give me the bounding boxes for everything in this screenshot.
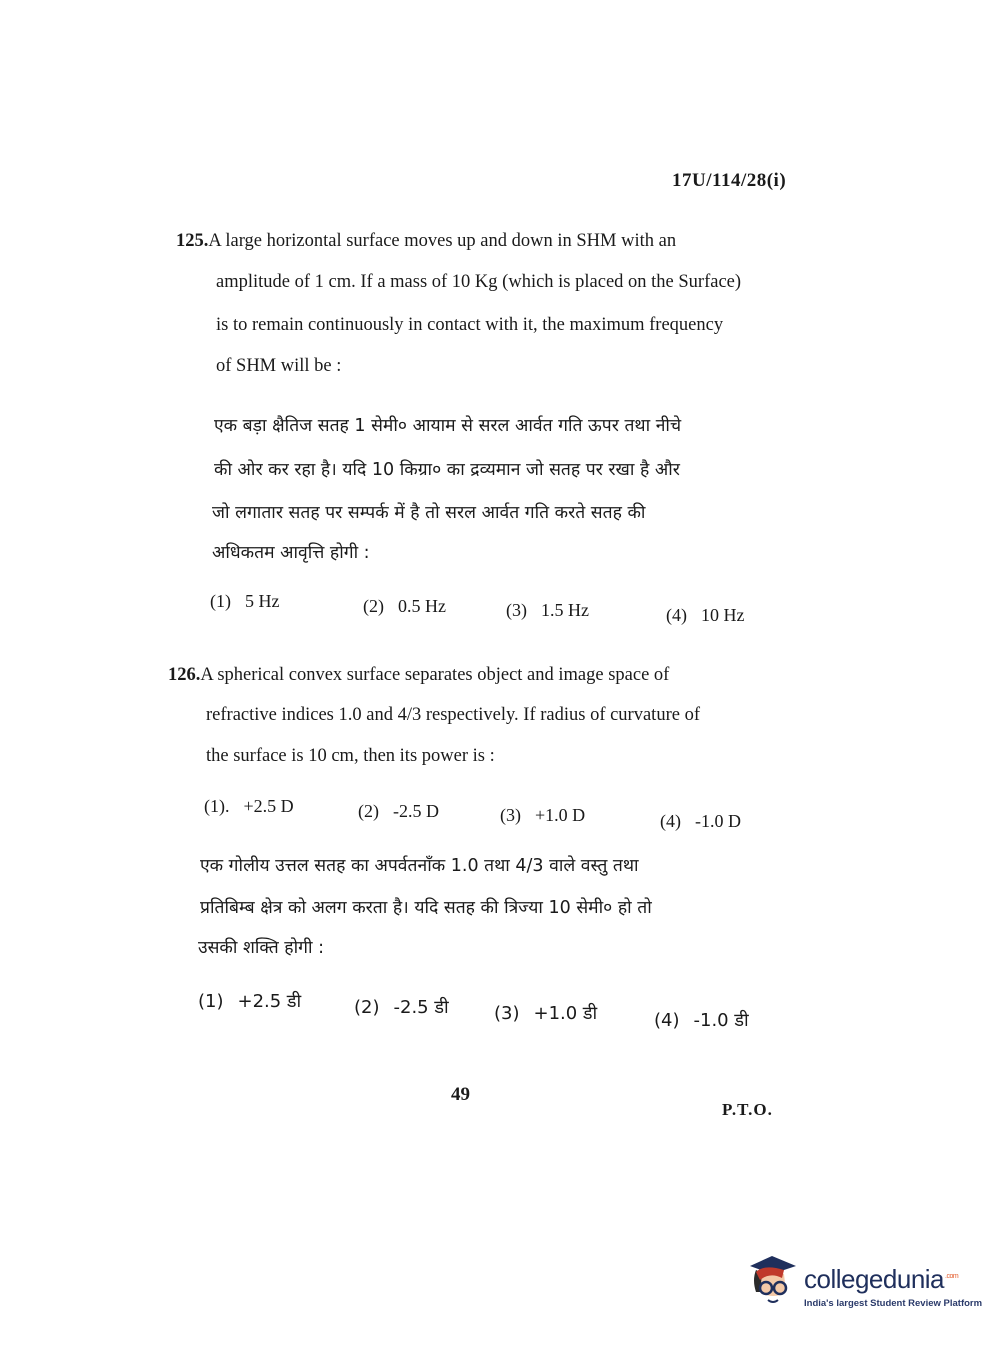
option-4[interactable]: (4) -1.0 D xyxy=(660,811,741,831)
hindi-text-line: की ओर कर रहा है। यदि 10 किग्रा० का द्रव्यमान जो सतह पर रखा है और xyxy=(214,460,680,480)
hindi-text-line: प्रतिबिम्ब क्षेत्र को अलग करता है। यदि सतह की त्रिज्या 10 सेमी० हो तो xyxy=(200,898,652,918)
question-text-line: A spherical convex surface separates object and image space of xyxy=(200,665,670,685)
logo-brand: collegedunia xyxy=(804,1264,945,1294)
question-text-line: amplitude of 1 cm. If a mass of 10 Kg (which is placed on the Surface) xyxy=(216,272,742,292)
option-2[interactable]: (2) -2.5 डी xyxy=(354,997,449,1018)
pto-label: P.T.O. xyxy=(722,1100,773,1119)
hindi-text-line: एक गोलीय उत्तल सतह का अपर्वतनाँक 1.0 तथा 4/3 वाले वस्तु तथा xyxy=(200,856,639,876)
option-3[interactable]: (3) 1.5 Hz xyxy=(506,600,589,620)
option-4[interactable]: (4) 10 Hz xyxy=(666,605,745,625)
option-1[interactable]: (1). +2.5 D xyxy=(204,796,294,816)
option-3[interactable]: (3) +1.0 डी xyxy=(494,1003,598,1024)
hindi-text-line: जो लगातार सतह पर सम्पर्क में है तो सरल आर्वत गति करते सतह की xyxy=(212,503,646,523)
option-4[interactable]: (4) -1.0 डी xyxy=(654,1010,749,1031)
hindi-text-line: उसकी शक्ति होगी : xyxy=(198,938,324,958)
option-3[interactable]: (3) +1.0 D xyxy=(500,805,586,825)
collegedunia-logo xyxy=(742,1250,983,1320)
question-text-line: A large horizontal surface moves up and down in SHM with an xyxy=(208,231,677,251)
option-1[interactable]: (1) +2.5 डी xyxy=(198,991,302,1012)
question-text-line: of SHM will be : xyxy=(216,356,342,376)
question-text-line: refractive indices 1.0 and 4/3 respectively. If radius of curvature of xyxy=(206,705,700,725)
option-2[interactable]: (2) 0.5 Hz xyxy=(363,596,446,616)
paper-code: 17U/114/28(i) xyxy=(672,170,787,191)
logo-com: .com xyxy=(945,1273,959,1281)
logo-tagline: India's largest Student Review Platform xyxy=(804,1298,983,1309)
question-number: 125. xyxy=(176,231,209,251)
question-number: 126. xyxy=(168,665,201,685)
hindi-text-line: अधिकतम आवृत्ति होगी : xyxy=(212,543,370,563)
option-2[interactable]: (2) -2.5 D xyxy=(358,801,439,821)
page-number: 49 xyxy=(451,1084,470,1105)
option-1[interactable]: (1) 5 Hz xyxy=(210,591,280,611)
mascot-icon xyxy=(742,1252,800,1314)
question-text-line: the surface is 10 cm, then its power is : xyxy=(206,746,495,766)
question-text-line: is to remain continuously in contact with it, the maximum frequency xyxy=(216,315,724,335)
hindi-text-line: एक बड़ा क्षैतिज सतह 1 सेमी० आयाम से सरल आर्वत गति ऊपर तथा नीचे xyxy=(214,416,682,436)
